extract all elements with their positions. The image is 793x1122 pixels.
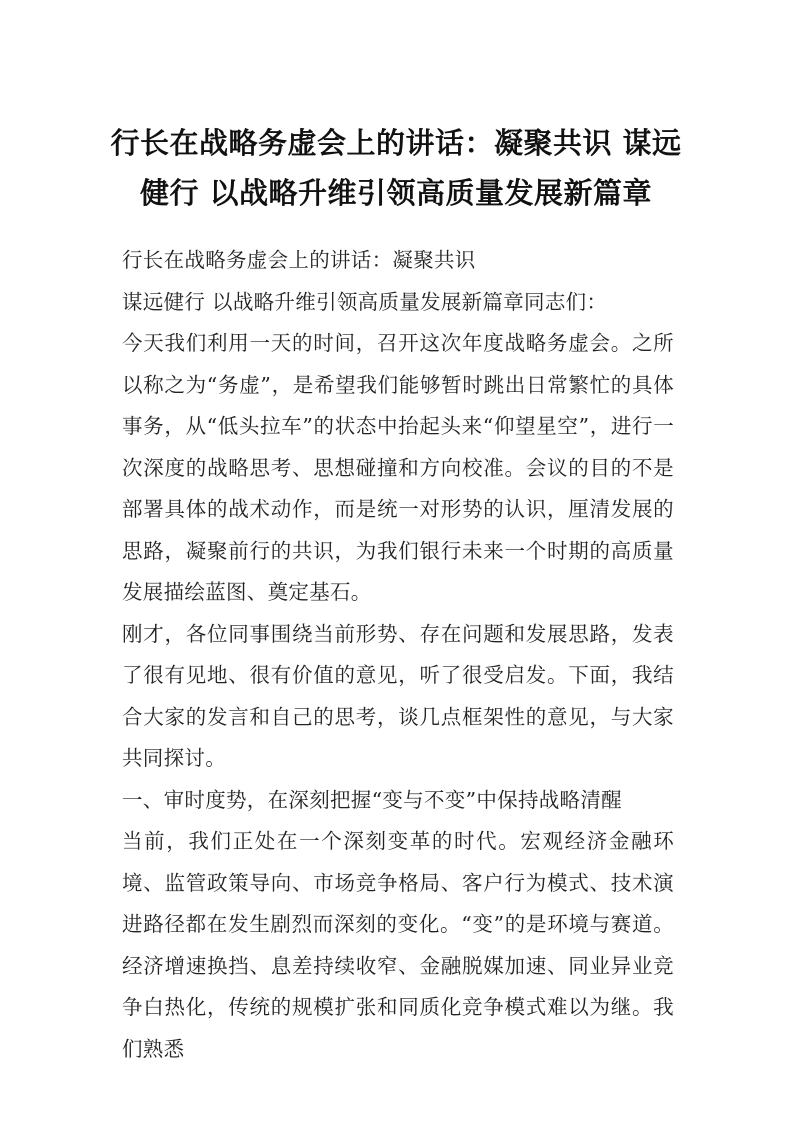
paragraph-heading-line-1: 行长在战略务虚会上的讲话：凝聚共识 [122, 248, 476, 272]
paragraph-feedback: 刚才，各位同事围绕当前形势、存在问题和发展思路，发表了很有见地、很有价值的意见，听了很受启发。下面，我结合大家的发言和自己的思考，谈几点框架性的意见，与大家共同探讨。 [122, 621, 674, 770]
document-body [122, 240, 674, 1070]
document-title: 行长在战略务虚会上的讲话：凝聚共识 谋远健行 以战略升维引领高质量发展新篇章 [110, 126, 682, 210]
paragraph-section-1-body: 当前，我们正处在一个深刻变革的时代。宏观经济金融环境、监管政策导向、市场竞争格局、客户行为模式、技术演进路径都在发生剧烈而深刻的变化。“变”的是环境与赛道。经济增速换挡、息差持续收窄、金融脱媒加速、同业异业竞争白热化，传统的规模扩张和同质化竞争模式难以为继。我们熟悉 [122, 829, 674, 1061]
section-heading-1: 一、审时度势，在深刻把握“变与不变”中保持战略清醒 [122, 787, 622, 812]
paragraph-salutation: 谋远健行 以战略升维引领高质量发展新篇章同志们： [122, 289, 608, 314]
paragraph-opening: 今天我们利用一天的时间，召开这次年度战略务虚会。之所以称之为“务虚”，是希望我们能够暂时跳出日常繁忙的具体事务，从“低头拉车”的状态中抬起头来“仰望星空”，进行一次深度的战略思考、思想碰撞和方向校准。会议的目的不是部署具体的战术动作，而是统一对形势的认识，厘清发展的思路，凝聚前行的共识，为我们银行未来一个时期的高质量发展描绘蓝图、奠定基石。 [122, 331, 674, 604]
